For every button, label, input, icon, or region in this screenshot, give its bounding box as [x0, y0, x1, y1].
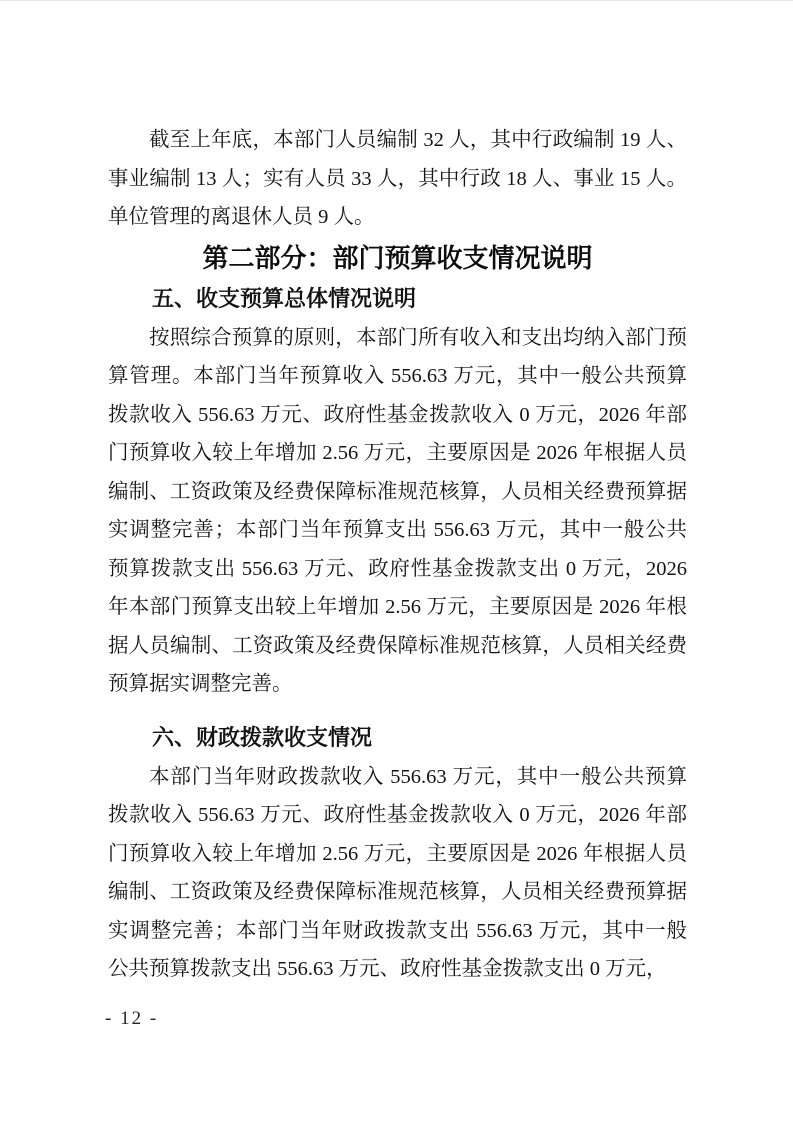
- text-line: 据人员编制、工资政策及经费保障标准规范核算，人员相关经费: [108, 634, 687, 657]
- staffing-paragraph: [108, 121, 687, 237]
- document-body: [108, 121, 687, 989]
- text-line: 公共预算拨款支出 556.63 万元、政府性基金拨款支出 0 万元，: [108, 958, 667, 980]
- text-line: 编制、工资政策及经费保障标准规范核算，人员相关经费预算据: [108, 881, 687, 903]
- section-heading-6: 六、财政拨款收支情况: [152, 724, 373, 750]
- text-line: 本部门当年财政拨款收入 556.63 万元，其中一般公共预算: [149, 765, 687, 788]
- text-line: 按照综合预算的原则，本部门所有收入和支出均纳入部门预: [149, 326, 687, 349]
- page-footer: [105, 1008, 158, 1030]
- text-line: 门预算收入较上年增加 2.56 万元，主要原因是 2026 年根据人员: [108, 442, 687, 464]
- text-line: 预算拨款支出 556.63 万元、政府性基金拨款支出 0 万元，2026: [108, 557, 687, 580]
- fiscal-appropriation-paragraph: [108, 758, 687, 989]
- section-heading-5: 五、收支预算总体情况说明: [152, 285, 417, 311]
- text-line: 拨款收入 556.63 万元、政府性基金拨款收入 0 万元，2026 年部: [108, 403, 687, 426]
- text-line: 事业编制 13 人；实有人员 33 人，其中行政 18 人、事业 15 人。: [108, 167, 687, 190]
- text-line: 预算据实调整完善。: [108, 673, 293, 695]
- text-line: 门预算收入较上年增加 2.56 万元，主要原因是 2026 年根据人员: [108, 842, 687, 865]
- text-line: 拨款收入 556.63 万元、政府性基金拨款收入 0 万元，2026 年部: [108, 804, 687, 826]
- text-line: 实调整完善；本部门当年财政拨款支出 556.63 万元，其中一般: [108, 919, 687, 942]
- text-line: 编制、工资政策及经费保障标准规范核算，人员相关经费预算据: [108, 480, 687, 503]
- text-line: 截至上年底，本部门人员编制 32 人，其中行政编制 19 人、: [149, 129, 687, 151]
- part-heading-2: 第二部分：部门预算收支情况说明: [202, 243, 593, 273]
- text-line: 单位管理的离退休人员 9 人。: [108, 206, 375, 228]
- text-line: 实调整完善；本部门当年预算支出 556.63 万元，其中一般公共: [108, 519, 687, 541]
- page-number: - 12 -: [105, 1008, 159, 1029]
- text-line: 年本部门预算支出较上年增加 2.56 万元，主要原因是 2026 年根: [108, 596, 687, 618]
- budget-overview-paragraph: [108, 319, 687, 704]
- text-line: 算管理。本部门当年预算收入 556.63 万元，其中一般公共预算: [108, 365, 687, 387]
